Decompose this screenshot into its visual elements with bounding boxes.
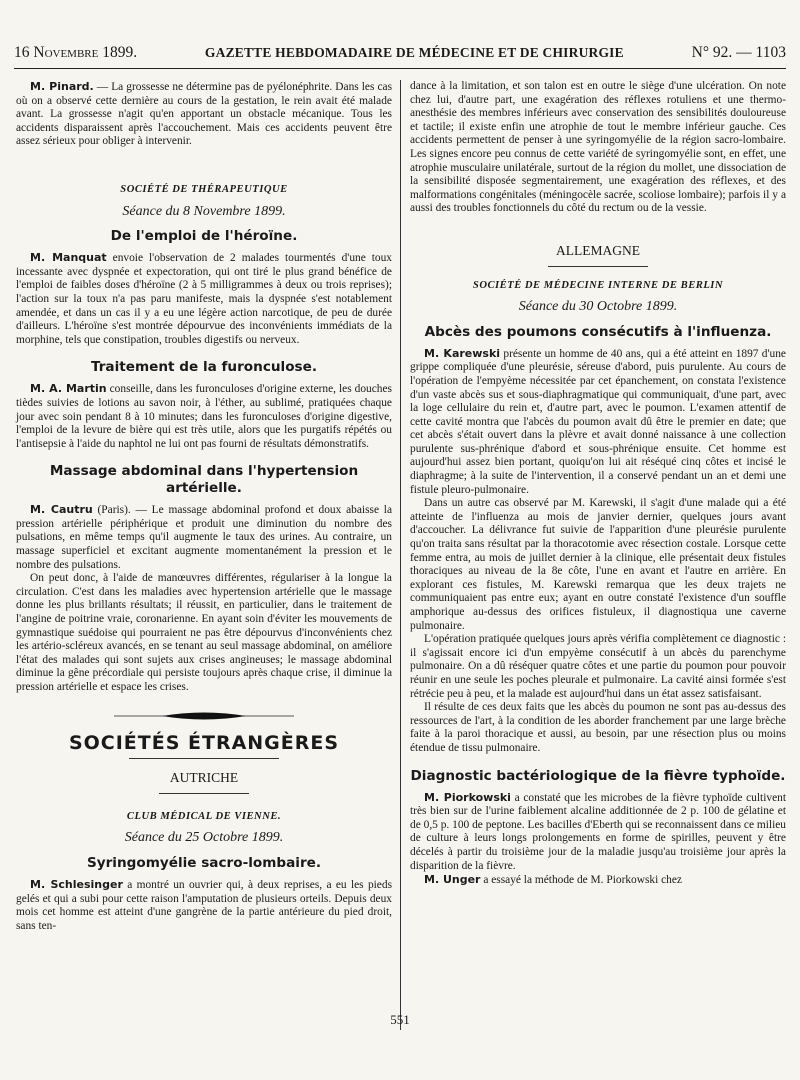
abces-heading: Abcès des poumons consécutifs à l'influenza. [424, 323, 772, 340]
speaker-name: M. Karewski [424, 346, 501, 360]
massage-paragraph-1: M. Cautru (Paris). — Le massage abdominal profond et doux abaisse la pression artérielle périphérique et produit une diminution du nombre des pulsations, en même temps qu'il augmente le taux des urines. Au contraire, un massage superficiel et excitant augmente momentanément la pression et le nombre des pulsations. [16, 503, 392, 571]
header-date: 16 Novembre 1899. [14, 44, 138, 61]
heroine-heading: De l'emploi de l'héroïne. [110, 228, 298, 245]
massage-heading: Massage abdominal dans l'hypertension artérielle. [49, 463, 359, 497]
speaker-name: M. Pinard. [30, 80, 94, 93]
typhoide-heading: Diagnostic bactériologique de la fièvre typhoïde. [410, 767, 786, 784]
syringomyelie-heading: Syringomyélie sacro-lombaire. [86, 854, 322, 871]
speaker-name: M. A. Martin [30, 382, 107, 396]
header-issue-number: N° 92. — 1103 [691, 44, 786, 61]
left-column [16, 80, 392, 933]
typhoide-paragraph-1: M. Piorkowski a constaté que les microbes de la fièvre typhoïde cultivent très bien sur de l'urine faiblement alcaline additionnée de 2 p. 100 de gélatine et de 0,5 p. 100 de peptone. Les bacilles d'Eberth qui se reconnaissent dans ce milieu de culture à leurs longs prolongements en forme de spirilles, peuvent y être décelés à partir du troisième jour de la maladie jusqu'au troisième jour après la disparition de la fièvre. [410, 790, 786, 872]
section-ornament [114, 709, 294, 723]
vienne-society: CLUB MÉDICAL DE VIENNE. [126, 810, 282, 822]
header-journal-title: GAZETTE HEBDOMADAIRE DE MÉDECINE ET DE CHIRURGIE [204, 45, 624, 60]
page-number: 551 [390, 1012, 410, 1027]
speaker-name: M. Manquat [30, 251, 107, 265]
furonculose-heading: Traitement de la furonculose. [90, 359, 318, 376]
abces-paragraph-2: Dans un autre cas observé par M. Karewski, il s'agit d'une malade qui a été atteinte de l'influenza au mois de janvier dernier, quelques jours avant d'accoucher. La délivrance fut suivie de l'apparition d'une pleurésie purulente qu'on traita sans résultat par la thoracotomie avec résection costale. Lorsque cette femme entra, au mois de juillet dernier à la clinique, elle présentait deux fistules thoraciques au niveau de la 8e côte, l'une en avant et l'autre en arrière. En explorant ces fistules, M. Karewski remarqua que les deux trajets ne communiquaient pas entre eux; ayant en outre constaté l'existence d'un souffle amphorique au-dessus des orifices fistuleux, il diagnostiqua une caverne pulmonaire. [410, 497, 786, 632]
syringomyelie-continuation: dance à la limitation, et son talon est en outre le siège d'une ulcération. On note chez lui, d'autre part, une exagération des réflexes rotuliens et une thermo-anesthésie des membres inférieurs avec conservation des sensibilités douloureuse et tactile; il existe enfin une atrophie de tout le membre inférieur gauche. Ces accidents permettent de penser à une syringomyélie de la région sacro-lombaire. Les signes encore peu connus de cette variété de syringomyélie sont, en effet, une atrophie musculaire unilatérale, surtout de la région du mollet, une dissociation de la sensibilité disposée segmentairement, une exagération des réflexes, et des malformations congénitales (méningocèle sacrée, scoliose lombaire); parfois il y a aussi des troubles fonctionnels du côté du rectum ou de la vessie. [410, 80, 786, 215]
pinard-paragraph: M. Pinard. — La grossesse ne détermine pas de pyélonéphrite. Dans les cas où on a observé cette dernière au cours de la gestation, le rein avait été malade avant. La grossesse n'agit qu'en apportant un obstacle mécanique. Tous les accidents disparaissent après l'accouchement. Mais ces accidents peuvent être assez sérieux pour obliger à intervenir. [16, 80, 393, 148]
speaker-name: M. Unger [424, 873, 481, 887]
berlin-seance: Séance du 30 Octobre 1899. [518, 299, 678, 315]
therapeutique-seance: Séance du 8 Novembre 1899. [122, 203, 286, 219]
syringomyelie-paragraph: M. Schlesinger a montré un ouvrier qui, à deux reprises, a eu les pieds gelés et qui a subi pour cette raison l'amputation de plusieurs orteils. Depuis deux mois cet homme est atteint d'une gangrène de la partie antérieure du pied droit, sans ten- [16, 877, 392, 932]
typhoide-paragraph-2: M. Unger a essayé la méthode de M. Piorkowski chez [424, 873, 682, 887]
berlin-society: SOCIÉTÉ DE MÉDECINE INTERNE DE BERLIN [472, 279, 724, 291]
speaker-name: M. Cautru [30, 503, 93, 517]
country-allemagne: ALLEMAGNE [556, 242, 640, 258]
heroine-paragraph: M. Manquat envoie l'observation de 2 malades tourmentés d'une toux incessante avec dyspnée et expectoration, qui ont tiré le plus grand bénéfice de l'emploi de faibles doses d'héroïne (2 à 5 milligrammes à deux ou trois reprises); l'action sur la toux n'a pas paru manifeste, mais la dyspnée s'est notablement amendée, et dans un cas il y a eu une légère action narcotique, de peu de durée d'ailleurs. L'héroïne s'est montrée dépourvue des inconvénients immédiats de la morphine, tels que constipation, troubles digestifs ou nerveux. [16, 251, 392, 346]
abces-paragraph-3: L'opération pratiquée quelques jours après vérifia complètement ce diagnostic : il s'agissait encore ici d'un empyème consécutif à un abcès du parenchyme pulmonaire. On a dû réséquer quatre côtes et une partie du poumon pour pouvoir réunir en une seule les poches pleurale et pulmonaire. La cavité ainsi formée s'est rétrécie peu à peu, et la malade est aujourd'hui dans un état assez satisfaisant. [410, 633, 786, 700]
header-rule [14, 68, 786, 69]
vienne-seance: Séance du 25 Octobre 1899. [124, 830, 284, 846]
abces-paragraph-1: M. Karewski présente un homme de 40 ans, qui a été atteint en 1897 d'une grippe compliquée d'une pleurésie, séreuse d'abord, puis purulente. Au cours de l'opération de l'empyème nécessitée par cet épanchement, on constata l'existence d'un vaste abcès sus et sous-diaphragmatique qui communiquait, d'une part, avec la loge cellulaire du rein et, d'autre part, avec le poumon. L'examen attentif de cette cavité montra que l'abcès du poumon avait dû être le premier en date; que cet abcès s'était ouvert dans la plèvre et avait donné naissance à une collection purulente sus-phrénique d'abord et sous-phrénique ensuite. Cet homme est aujourd'hui assez bien portant, quoiqu'on lui ait réséqué cinq côtes et incisé le diaphragme; à la suite de l'intervention, il a conservé pendant un an et demi une fistule pleuro-pulmonaire. [410, 346, 786, 496]
abces-paragraph-4: Il résulte de ces deux faits que les abcès du poumon ne sont pas au-dessus des ressources de l'art, à la condition de les aborder franchement par une large brèche faite à la paroi thoracique et aussi, au besoin, par une résection plus ou moins étendue de tissu pulmonaire. [410, 701, 786, 754]
running-header [14, 40, 786, 66]
right-column [410, 80, 786, 888]
speaker-name: M. Schlesinger [30, 877, 123, 891]
furonculose-paragraph: M. A. Martin conseille, dans les furonculoses d'origine externe, les douches tièdes suivies de lotions au savon noir, à l'éther, au sublimé, pratiquées chaque jour avec soin pendant 8 à 10 minutes; dans les furonculoses d'origine digestive, l'emploi de la levure de bière qui est très utile, alors que les purgatifs répétés ou l'antisepsie à l'aide du naphtol ne lui ont pas fourni de résultats démonstratifs. [16, 382, 392, 450]
column-divider [400, 80, 401, 1030]
societes-etrangeres-title: SOCIÉTÉS ÉTRANGÈRES [68, 731, 340, 754]
therapeutique-society: SOCIÉTÉ DE THÉRAPEUTIQUE [120, 183, 288, 195]
speaker-name: M. Piorkowski [424, 790, 511, 804]
massage-paragraph-2: On peut donc, à l'aide de manœuvres différentes, régulariser à la longue la circulation. C'est dans les maladies avec hypertension artérielle que le massage donne les plus brillants résultats; il réussit, en particulier, dans le traitement de l'angine de poitrine vraie, coronarienne. En ayant soin d'éviter les mouvements de gymnastique suédoise qui pourraient ne pas être dépourvus d'inconvénients chez les artério-scléreux avancés, en se tenant au seul massage abdominal, on améliore l'état des malades qui sont sujets aux crises angineuses; le massage abdominal diminue la gêne précordiale qui persiste toujours après chaque crise, il diminue la pression artérielle et espace les crises. [16, 572, 392, 693]
country-autriche: AUTRICHE [169, 770, 239, 786]
